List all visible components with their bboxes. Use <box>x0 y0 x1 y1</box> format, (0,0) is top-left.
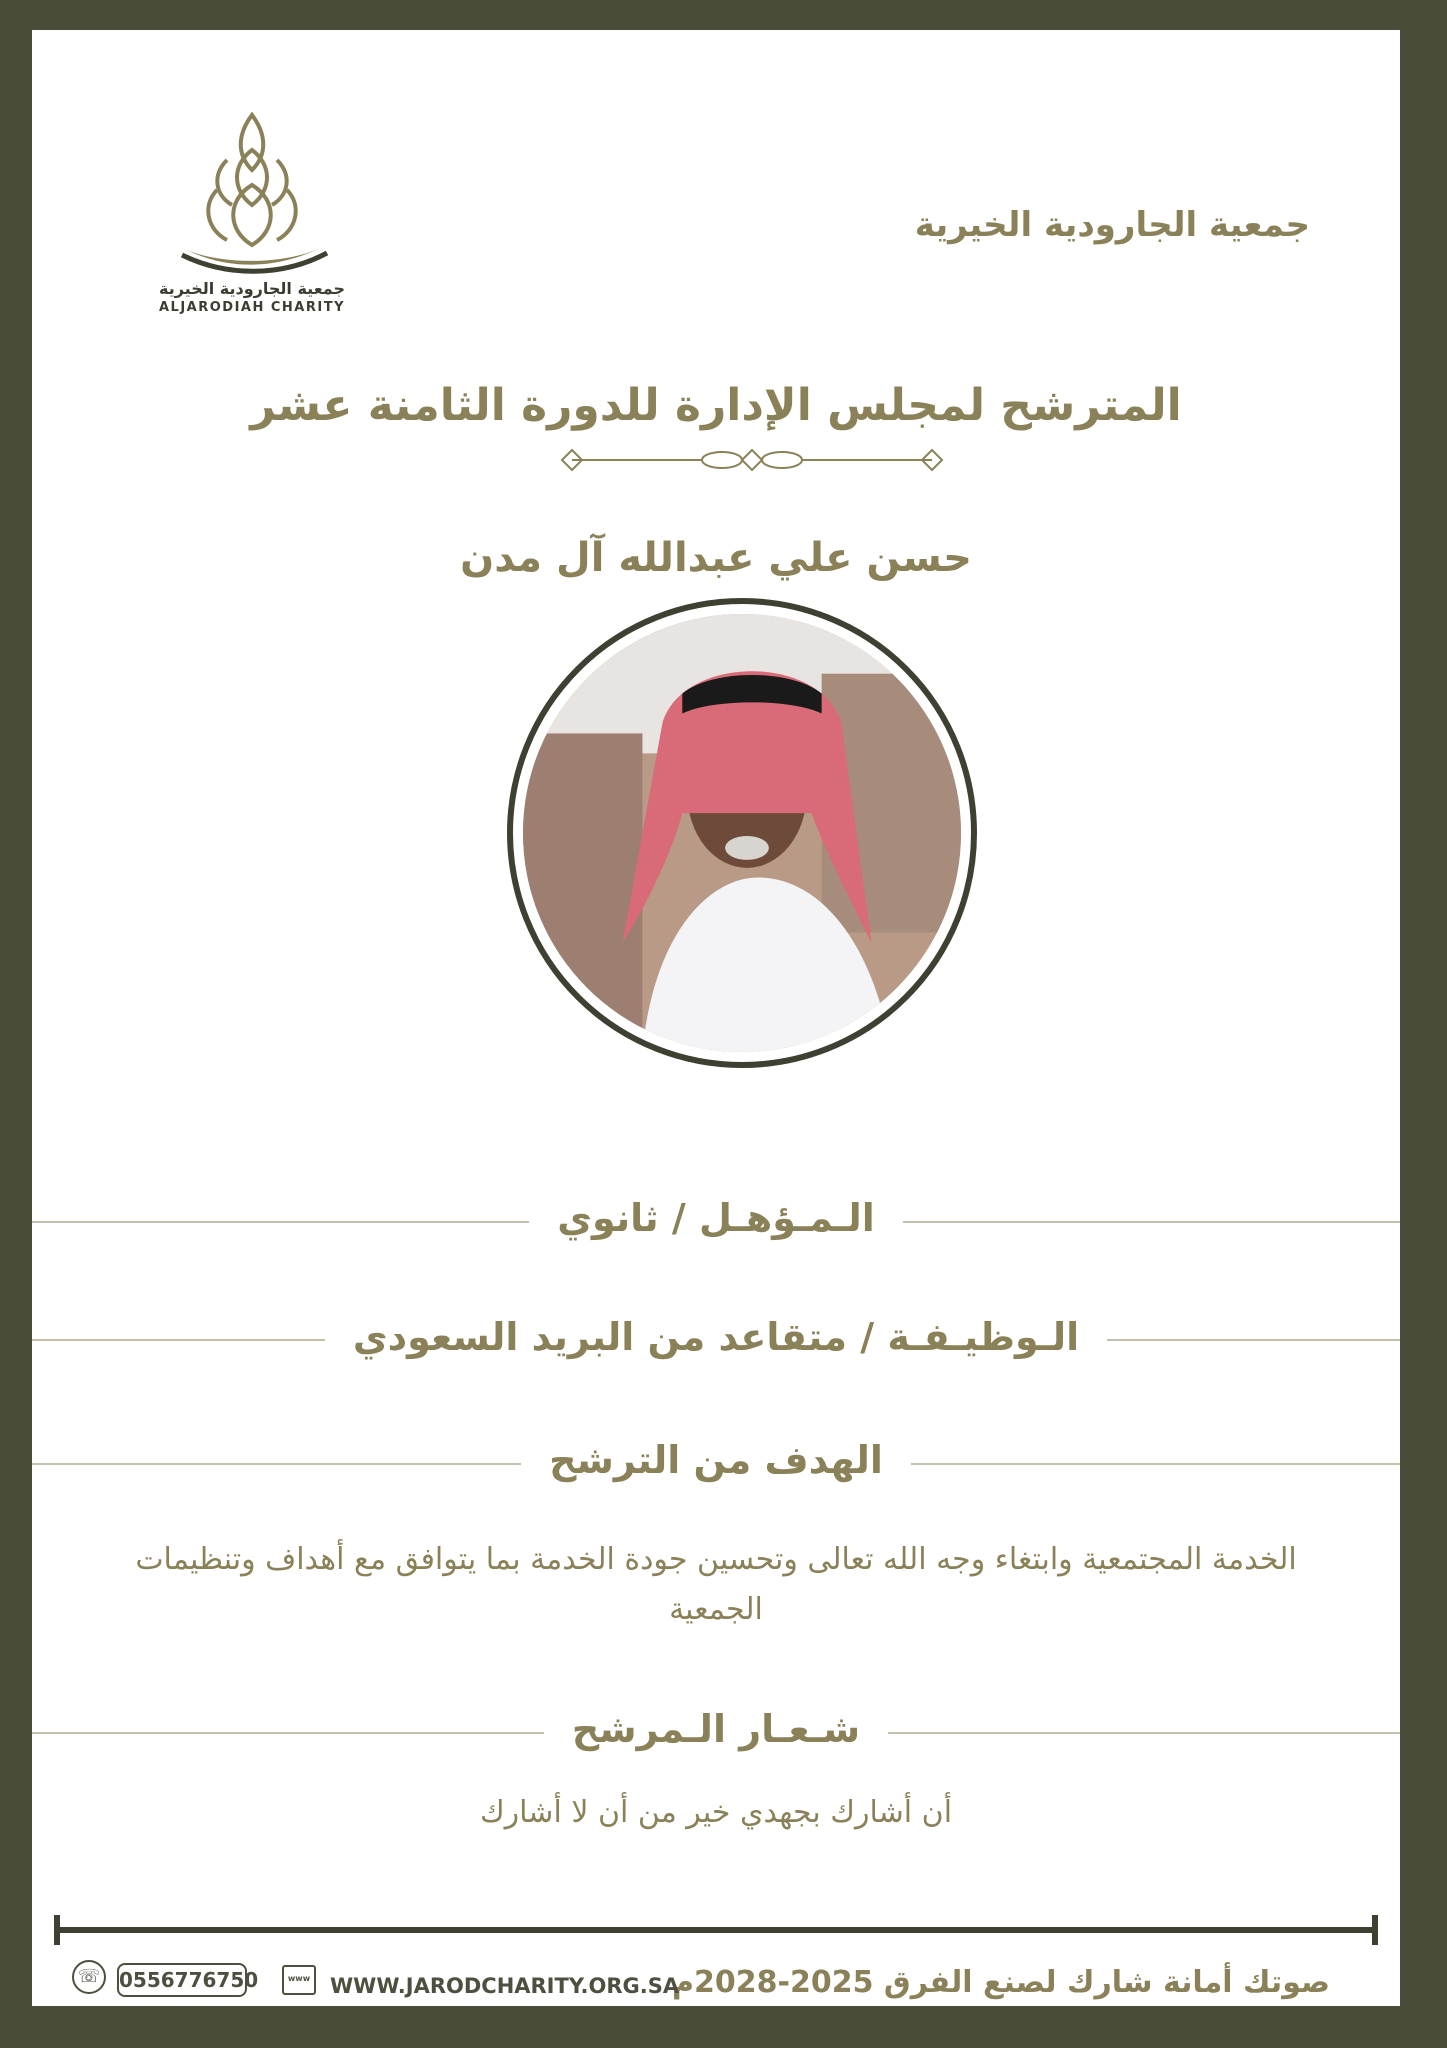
slogan-heading: شـعـار الـمرشح <box>32 1707 1400 1751</box>
goal-text: الخدمة المجتمعية وابتغاء وجه الله تعالى وتحسين جودة الخدمة بما يتوافق مع أهداف وتنظيمات الجمعية <box>135 1542 1297 1627</box>
slogan-text: أن أشارك بجهدي خير من أن لا أشارك <box>479 1795 953 1830</box>
logo-english-name: ALJARODIAH CHARITY <box>158 300 345 315</box>
wheat-sheaf-icon <box>127 105 377 275</box>
qualification-label: الـمـؤهـل / ثانوي <box>32 1196 1400 1240</box>
goal-heading: الهدف من الترشح <box>32 1438 1400 1482</box>
phone-number[interactable]: 0556776750 <box>117 1963 247 1997</box>
job-label: الـوظيـفـة / متقاعد من البريد السعودي <box>32 1315 1400 1359</box>
candidate-name: حسن علي عبدالله آل مدن <box>460 535 972 581</box>
organization-name: جمعية الجارودية الخيرية <box>914 205 1310 245</box>
page-title: المترشح لمجلس الإدارة للدورة الثامنة عشر <box>250 380 1182 431</box>
footer-slogan: صوتك أمانة شارك لصنع الفرق 2025-2028م <box>672 1965 1330 2000</box>
logo-arabic-name: جمعية الجارودية الخيرية <box>159 279 345 298</box>
website-link[interactable]: WWW.JARODCHARITY.ORG.SA <box>330 1974 680 1998</box>
phone-icon: ☏ <box>72 1960 106 1994</box>
candidate-photo <box>507 598 977 1068</box>
www-icon: www <box>282 1965 316 1995</box>
ornament-divider <box>552 440 952 480</box>
footer-bar <box>54 1927 1378 1933</box>
charity-logo <box>127 105 377 335</box>
flyer-sheet <box>32 30 1400 2006</box>
